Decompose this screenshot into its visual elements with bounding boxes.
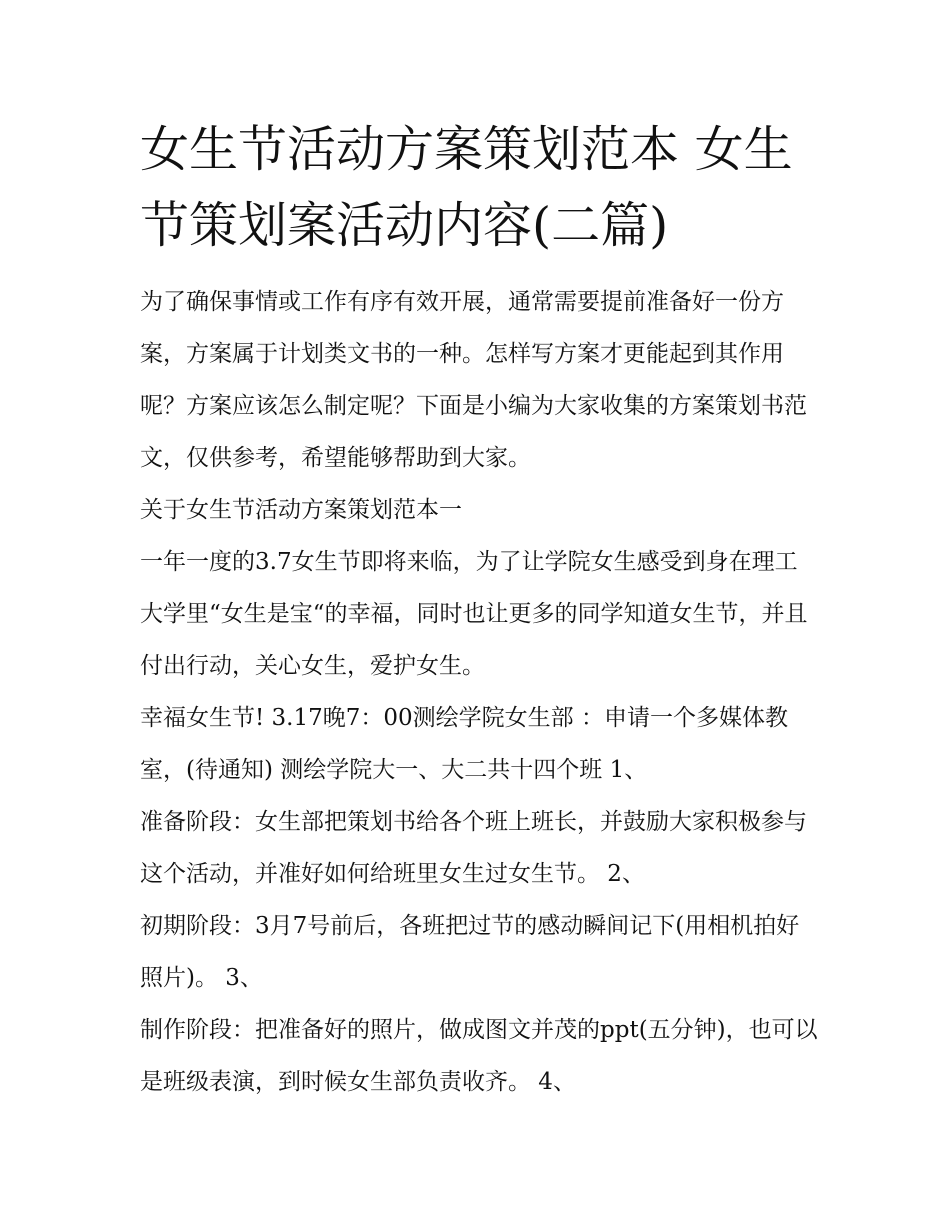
- body-paragraph: 初期阶段：3月7号前后，各班把过节的感动瞬间记下(用相机拍好照片)。 3、: [140, 913, 800, 991]
- body-paragraph: 制作阶段：把准备好的照片，做成图文并茂的ppt(五分钟)，也可以是班级表演，到时候女生部负责收齐。 4、: [140, 1017, 818, 1095]
- body-paragraph: 一年一度的3.7女生节即将来临，为了让学院女生感受到身在理工大学里“女生是宝“的幸福，同时也让更多的同学知道女生节，并且付出行动，关心女生，爱护女生。: [140, 549, 808, 679]
- intro-paragraph: 为了确保事情或工作有序有效开展，通常需要提前准备好一份方案，方案属于计划类文书的一种。怎样写方案才更能起到其作用呢？方案应该怎么制定呢？下面是小编为大家收集的方案策划书范文，仅供参考，希望能够帮助到大家。: [140, 289, 807, 471]
- body-paragraph: 幸福女生节! 3.17晚7：00测绘学院女生部 ：申请一个多媒体教室，(待通知) 测绘学院大一、大二共十四个班 1、: [140, 705, 788, 783]
- document-body: [140, 112, 820, 1108]
- section-heading: 关于女生节活动方案策划范本一: [140, 497, 462, 523]
- body-paragraph: 准备阶段：女生部把策划书给各个班上班长，并鼓励大家积极参与这个活动，并准好如何给班里女生过女生节。 2、: [140, 809, 807, 887]
- document-title: 女生节活动方案策划范本 女生节策划案活动内容(二篇): [140, 121, 793, 254]
